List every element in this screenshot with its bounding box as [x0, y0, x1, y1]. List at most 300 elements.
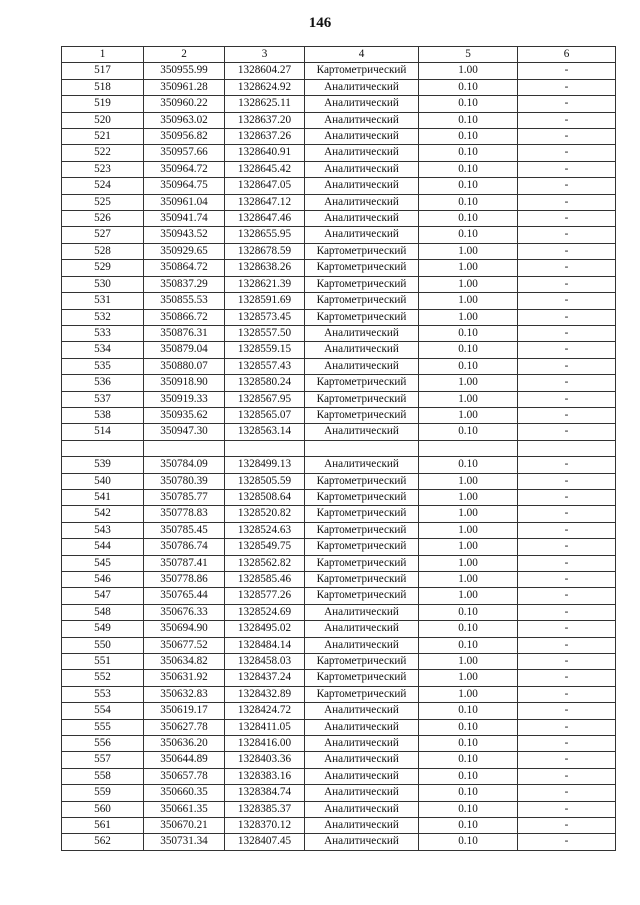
table-cell: 551: [62, 654, 144, 670]
table-cell: -: [518, 375, 616, 391]
table-row: [62, 621, 616, 637]
empty-cell: [225, 440, 305, 456]
table-cell: 527: [62, 227, 144, 243]
table-cell: -: [518, 654, 616, 670]
table-cell: 1.00: [419, 539, 518, 555]
table-cell: 1328403.36: [225, 752, 305, 768]
table-cell: 350644.89: [144, 752, 225, 768]
table-row: [62, 79, 616, 95]
table-cell: 350943.52: [144, 227, 225, 243]
table-cell: -: [518, 522, 616, 538]
table-cell: 1328557.43: [225, 358, 305, 374]
coordinates-table: [61, 46, 616, 851]
table-cell: 350657.78: [144, 768, 225, 784]
table-cell: 560: [62, 801, 144, 817]
table-cell: Картометрический: [305, 670, 419, 686]
table-cell: 350947.30: [144, 424, 225, 440]
table-cell: 1.00: [419, 489, 518, 505]
table-cell: -: [518, 129, 616, 145]
table-cell: 350676.33: [144, 604, 225, 620]
table-body: [62, 63, 616, 850]
table-cell: Аналитический: [305, 129, 419, 145]
table-cell: 1328524.69: [225, 604, 305, 620]
table-cell: 350855.53: [144, 293, 225, 309]
table-cell: 0.10: [419, 834, 518, 850]
table-row: [62, 358, 616, 374]
table-cell: 350941.74: [144, 211, 225, 227]
table-cell: Картометрический: [305, 63, 419, 79]
table-cell: 1328557.50: [225, 325, 305, 341]
table-cell: 1.00: [419, 670, 518, 686]
table-cell: 1328384.74: [225, 785, 305, 801]
table-cell: Аналитический: [305, 768, 419, 784]
table-row: [62, 555, 616, 571]
table-cell: 0.10: [419, 178, 518, 194]
table-cell: 543: [62, 522, 144, 538]
table-row: [62, 325, 616, 341]
table-cell: -: [518, 145, 616, 161]
table-row: [62, 276, 616, 292]
column-header: 4: [305, 47, 419, 63]
table-row: [62, 752, 616, 768]
table-cell: 0.10: [419, 818, 518, 834]
table-cell: -: [518, 719, 616, 735]
table-row: [62, 96, 616, 112]
table-cell: 0.10: [419, 227, 518, 243]
table-cell: 350960.22: [144, 96, 225, 112]
table-cell: 1328411.05: [225, 719, 305, 735]
table-cell: -: [518, 555, 616, 571]
table-cell: 1.00: [419, 243, 518, 259]
table-cell: 1328559.15: [225, 342, 305, 358]
empty-cell: [144, 440, 225, 456]
table-cell: 524: [62, 178, 144, 194]
table-cell: 350880.07: [144, 358, 225, 374]
table-row: [62, 391, 616, 407]
table-cell: 558: [62, 768, 144, 784]
table-cell: 350632.83: [144, 686, 225, 702]
table-row: [62, 129, 616, 145]
table-cell: 0.10: [419, 79, 518, 95]
table-cell: 0.10: [419, 703, 518, 719]
table-row: [62, 473, 616, 489]
table-cell: 350961.28: [144, 79, 225, 95]
table-cell: 0.10: [419, 785, 518, 801]
empty-cell: [305, 440, 419, 456]
table-cell: Картометрический: [305, 686, 419, 702]
table-cell: Аналитический: [305, 834, 419, 850]
table-row: [62, 260, 616, 276]
empty-cell: [62, 440, 144, 456]
table-row: [62, 768, 616, 784]
table-cell: -: [518, 407, 616, 423]
table-cell: 523: [62, 161, 144, 177]
table-cell: 1328416.00: [225, 736, 305, 752]
table-cell: 537: [62, 391, 144, 407]
table-cell: 1328505.59: [225, 473, 305, 489]
table-cell: -: [518, 79, 616, 95]
table-cell: 534: [62, 342, 144, 358]
table-cell: -: [518, 768, 616, 784]
table-cell: 350964.72: [144, 161, 225, 177]
table-cell: -: [518, 96, 616, 112]
table-cell: 0.10: [419, 211, 518, 227]
table-cell: 555: [62, 719, 144, 735]
table-cell: 350694.90: [144, 621, 225, 637]
table-cell: 350670.21: [144, 818, 225, 834]
table-cell: 350765.44: [144, 588, 225, 604]
table-cell: 540: [62, 473, 144, 489]
table-cell: -: [518, 325, 616, 341]
table-cell: -: [518, 342, 616, 358]
table-cell: 1.00: [419, 276, 518, 292]
table-cell: 1328383.16: [225, 768, 305, 784]
table-row: [62, 375, 616, 391]
table-cell: -: [518, 571, 616, 587]
table-cell: 0.10: [419, 129, 518, 145]
table-cell: -: [518, 293, 616, 309]
table-cell: 538: [62, 407, 144, 423]
table-cell: Картометрический: [305, 375, 419, 391]
table-cell: Аналитический: [305, 325, 419, 341]
table-cell: 350866.72: [144, 309, 225, 325]
table-cell: 549: [62, 621, 144, 637]
table-cell: 1328407.45: [225, 834, 305, 850]
table-cell: 552: [62, 670, 144, 686]
table-cell: 1328645.42: [225, 161, 305, 177]
table-cell: 350661.35: [144, 801, 225, 817]
column-header: 2: [144, 47, 225, 63]
table-cell: 350935.62: [144, 407, 225, 423]
table-row: [62, 112, 616, 128]
table-row: [62, 588, 616, 604]
table-cell: 1328458.03: [225, 654, 305, 670]
table-cell: 350955.99: [144, 63, 225, 79]
table-cell: 525: [62, 194, 144, 210]
table-cell: 559: [62, 785, 144, 801]
table-cell: 350627.78: [144, 719, 225, 735]
table-cell: 546: [62, 571, 144, 587]
table-cell: 350961.04: [144, 194, 225, 210]
table-cell: Аналитический: [305, 621, 419, 637]
table-cell: -: [518, 752, 616, 768]
table-cell: Картометрический: [305, 489, 419, 505]
table-cell: 517: [62, 63, 144, 79]
table-cell: 1328591.69: [225, 293, 305, 309]
table-cell: -: [518, 834, 616, 850]
table-cell: 350929.65: [144, 243, 225, 259]
table-cell: Аналитический: [305, 211, 419, 227]
table-cell: 350918.90: [144, 375, 225, 391]
table-cell: 1.00: [419, 309, 518, 325]
table-cell: 1.00: [419, 686, 518, 702]
table-cell: -: [518, 818, 616, 834]
table-row: [62, 227, 616, 243]
table-cell: 1328655.95: [225, 227, 305, 243]
table-cell: Аналитический: [305, 227, 419, 243]
table-row: [62, 719, 616, 735]
table-cell: 350677.52: [144, 637, 225, 653]
table-cell: 0.10: [419, 621, 518, 637]
table-cell: 0.10: [419, 325, 518, 341]
table-cell: -: [518, 457, 616, 473]
table-cell: 514: [62, 424, 144, 440]
table-row: [62, 637, 616, 653]
table-cell: 0.10: [419, 637, 518, 653]
table-cell: 545: [62, 555, 144, 571]
table-cell: 1328524.63: [225, 522, 305, 538]
table-cell: 1328637.20: [225, 112, 305, 128]
table-cell: Аналитический: [305, 161, 419, 177]
column-header: 3: [225, 47, 305, 63]
table-cell: 350660.35: [144, 785, 225, 801]
table-cell: 350963.02: [144, 112, 225, 128]
table-cell: 0.10: [419, 112, 518, 128]
table-cell: 1328577.26: [225, 588, 305, 604]
table-cell: 0.10: [419, 161, 518, 177]
table-cell: -: [518, 63, 616, 79]
table-cell: 1.00: [419, 588, 518, 604]
table-cell: 530: [62, 276, 144, 292]
table-cell: 1328678.59: [225, 243, 305, 259]
table-cell: 1328624.92: [225, 79, 305, 95]
table-cell: 557: [62, 752, 144, 768]
table-cell: 1328370.12: [225, 818, 305, 834]
table-cell: Аналитический: [305, 637, 419, 653]
table-cell: 561: [62, 818, 144, 834]
table-cell: -: [518, 604, 616, 620]
table-cell: Аналитический: [305, 785, 419, 801]
table-row: [62, 571, 616, 587]
table-cell: 1328637.26: [225, 129, 305, 145]
table-cell: 547: [62, 588, 144, 604]
table-cell: 1328385.37: [225, 801, 305, 817]
empty-cell: [419, 440, 518, 456]
table-cell: Аналитический: [305, 194, 419, 210]
table-cell: 350785.77: [144, 489, 225, 505]
table-cell: -: [518, 736, 616, 752]
table-cell: 539: [62, 457, 144, 473]
table-cell: 350919.33: [144, 391, 225, 407]
table-cell: -: [518, 670, 616, 686]
table-row: [62, 539, 616, 555]
table-row: [62, 818, 616, 834]
table-cell: 0.10: [419, 145, 518, 161]
table-cell: -: [518, 391, 616, 407]
table-cell: 518: [62, 79, 144, 95]
table-row: [62, 457, 616, 473]
table-cell: -: [518, 801, 616, 817]
table-cell: 1328563.14: [225, 424, 305, 440]
table-cell: 350956.82: [144, 129, 225, 145]
table-cell: 0.10: [419, 801, 518, 817]
table-cell: Картометрический: [305, 473, 419, 489]
table-cell: -: [518, 588, 616, 604]
table-cell: 542: [62, 506, 144, 522]
table-row: [62, 161, 616, 177]
table-cell: 0.10: [419, 358, 518, 374]
table-cell: -: [518, 703, 616, 719]
table-cell: 1.00: [419, 654, 518, 670]
table-cell: 1328585.46: [225, 571, 305, 587]
table-cell: 350634.82: [144, 654, 225, 670]
table-row: [62, 506, 616, 522]
page-number: 146: [308, 15, 332, 31]
table-row: [62, 424, 616, 440]
table-cell: 350778.83: [144, 506, 225, 522]
table-row: [62, 785, 616, 801]
table-row: [62, 309, 616, 325]
table-cell: Картометрический: [305, 654, 419, 670]
table-row: [62, 834, 616, 850]
table-cell: -: [518, 621, 616, 637]
table-cell: Картометрический: [305, 522, 419, 538]
table-row: [62, 342, 616, 358]
group-separator-row: [62, 440, 616, 456]
table-row: [62, 801, 616, 817]
table-cell: Аналитический: [305, 736, 419, 752]
table-cell: Аналитический: [305, 96, 419, 112]
table-cell: Аналитический: [305, 703, 419, 719]
table-cell: 0.10: [419, 768, 518, 784]
table-cell: 0.10: [419, 342, 518, 358]
table-cell: -: [518, 178, 616, 194]
table-cell: 1328647.05: [225, 178, 305, 194]
table-cell: Картометрический: [305, 539, 419, 555]
table-cell: -: [518, 506, 616, 522]
table-cell: 1328499.13: [225, 457, 305, 473]
table-cell: 1328484.14: [225, 637, 305, 653]
table-cell: 1.00: [419, 522, 518, 538]
table-cell: 1328625.11: [225, 96, 305, 112]
table-cell: -: [518, 211, 616, 227]
table-cell: 1328432.89: [225, 686, 305, 702]
table-cell: 1.00: [419, 293, 518, 309]
table-row: [62, 654, 616, 670]
table-cell: Картометрический: [305, 588, 419, 604]
table-cell: 519: [62, 96, 144, 112]
table-cell: 1.00: [419, 63, 518, 79]
table-cell: 1328565.07: [225, 407, 305, 423]
table-cell: Аналитический: [305, 178, 419, 194]
table-cell: 554: [62, 703, 144, 719]
table-cell: 0.10: [419, 604, 518, 620]
table-cell: -: [518, 243, 616, 259]
table-cell: -: [518, 260, 616, 276]
table-cell: Аналитический: [305, 145, 419, 161]
table-cell: Картометрический: [305, 506, 419, 522]
table-cell: 1328621.39: [225, 276, 305, 292]
table-cell: 536: [62, 375, 144, 391]
table-cell: 1328567.95: [225, 391, 305, 407]
table-row: [62, 145, 616, 161]
table-row: [62, 293, 616, 309]
table-cell: 350636.20: [144, 736, 225, 752]
table-cell: -: [518, 473, 616, 489]
table-cell: 520: [62, 112, 144, 128]
table-cell: 0.10: [419, 457, 518, 473]
table-cell: 0.10: [419, 752, 518, 768]
table-cell: 544: [62, 539, 144, 555]
table-cell: -: [518, 489, 616, 505]
table-cell: 350786.74: [144, 539, 225, 555]
table-row: [62, 604, 616, 620]
table-cell: 550: [62, 637, 144, 653]
table-cell: 556: [62, 736, 144, 752]
table-cell: 548: [62, 604, 144, 620]
table-row: [62, 522, 616, 538]
table-cell: Картометрический: [305, 407, 419, 423]
table-cell: -: [518, 686, 616, 702]
table-cell: 1328573.45: [225, 309, 305, 325]
table-cell: Картометрический: [305, 260, 419, 276]
table-cell: Аналитический: [305, 79, 419, 95]
table-row: [62, 686, 616, 702]
table-row: [62, 63, 616, 79]
table-cell: 1328647.46: [225, 211, 305, 227]
table-cell: 350785.45: [144, 522, 225, 538]
table-cell: 350778.86: [144, 571, 225, 587]
table-row: [62, 703, 616, 719]
column-header: 5: [419, 47, 518, 63]
table-header-row: [62, 47, 616, 63]
table-cell: 350787.41: [144, 555, 225, 571]
table-cell: 350957.66: [144, 145, 225, 161]
table-cell: 0.10: [419, 736, 518, 752]
table-cell: 531: [62, 293, 144, 309]
table-cell: Аналитический: [305, 457, 419, 473]
table-cell: -: [518, 112, 616, 128]
table-row: [62, 243, 616, 259]
table-cell: 1.00: [419, 375, 518, 391]
table-cell: 1328549.75: [225, 539, 305, 555]
table-cell: Аналитический: [305, 801, 419, 817]
table-cell: 350784.09: [144, 457, 225, 473]
table-cell: 0.10: [419, 719, 518, 735]
table-cell: 522: [62, 145, 144, 161]
table-cell: 541: [62, 489, 144, 505]
table-cell: 1328638.26: [225, 260, 305, 276]
table-cell: -: [518, 276, 616, 292]
table-cell: 529: [62, 260, 144, 276]
table-cell: -: [518, 539, 616, 555]
table-cell: 1.00: [419, 473, 518, 489]
table-cell: Картометрический: [305, 555, 419, 571]
table-cell: 1328604.27: [225, 63, 305, 79]
table-row: [62, 670, 616, 686]
table-cell: 1328520.82: [225, 506, 305, 522]
table-cell: 350631.92: [144, 670, 225, 686]
table-cell: 350964.75: [144, 178, 225, 194]
table-cell: Картометрический: [305, 293, 419, 309]
table-cell: Картометрический: [305, 276, 419, 292]
table-cell: 533: [62, 325, 144, 341]
table-cell: 350864.72: [144, 260, 225, 276]
table-cell: 1.00: [419, 555, 518, 571]
table-cell: -: [518, 424, 616, 440]
table-cell: 526: [62, 211, 144, 227]
table-cell: Картометрический: [305, 309, 419, 325]
table-cell: 350731.34: [144, 834, 225, 850]
table-row: [62, 489, 616, 505]
table-cell: -: [518, 194, 616, 210]
table-cell: -: [518, 309, 616, 325]
table-cell: Картометрический: [305, 243, 419, 259]
table-cell: 528: [62, 243, 144, 259]
table-cell: 1328424.72: [225, 703, 305, 719]
table-cell: 535: [62, 358, 144, 374]
table-cell: 1.00: [419, 571, 518, 587]
